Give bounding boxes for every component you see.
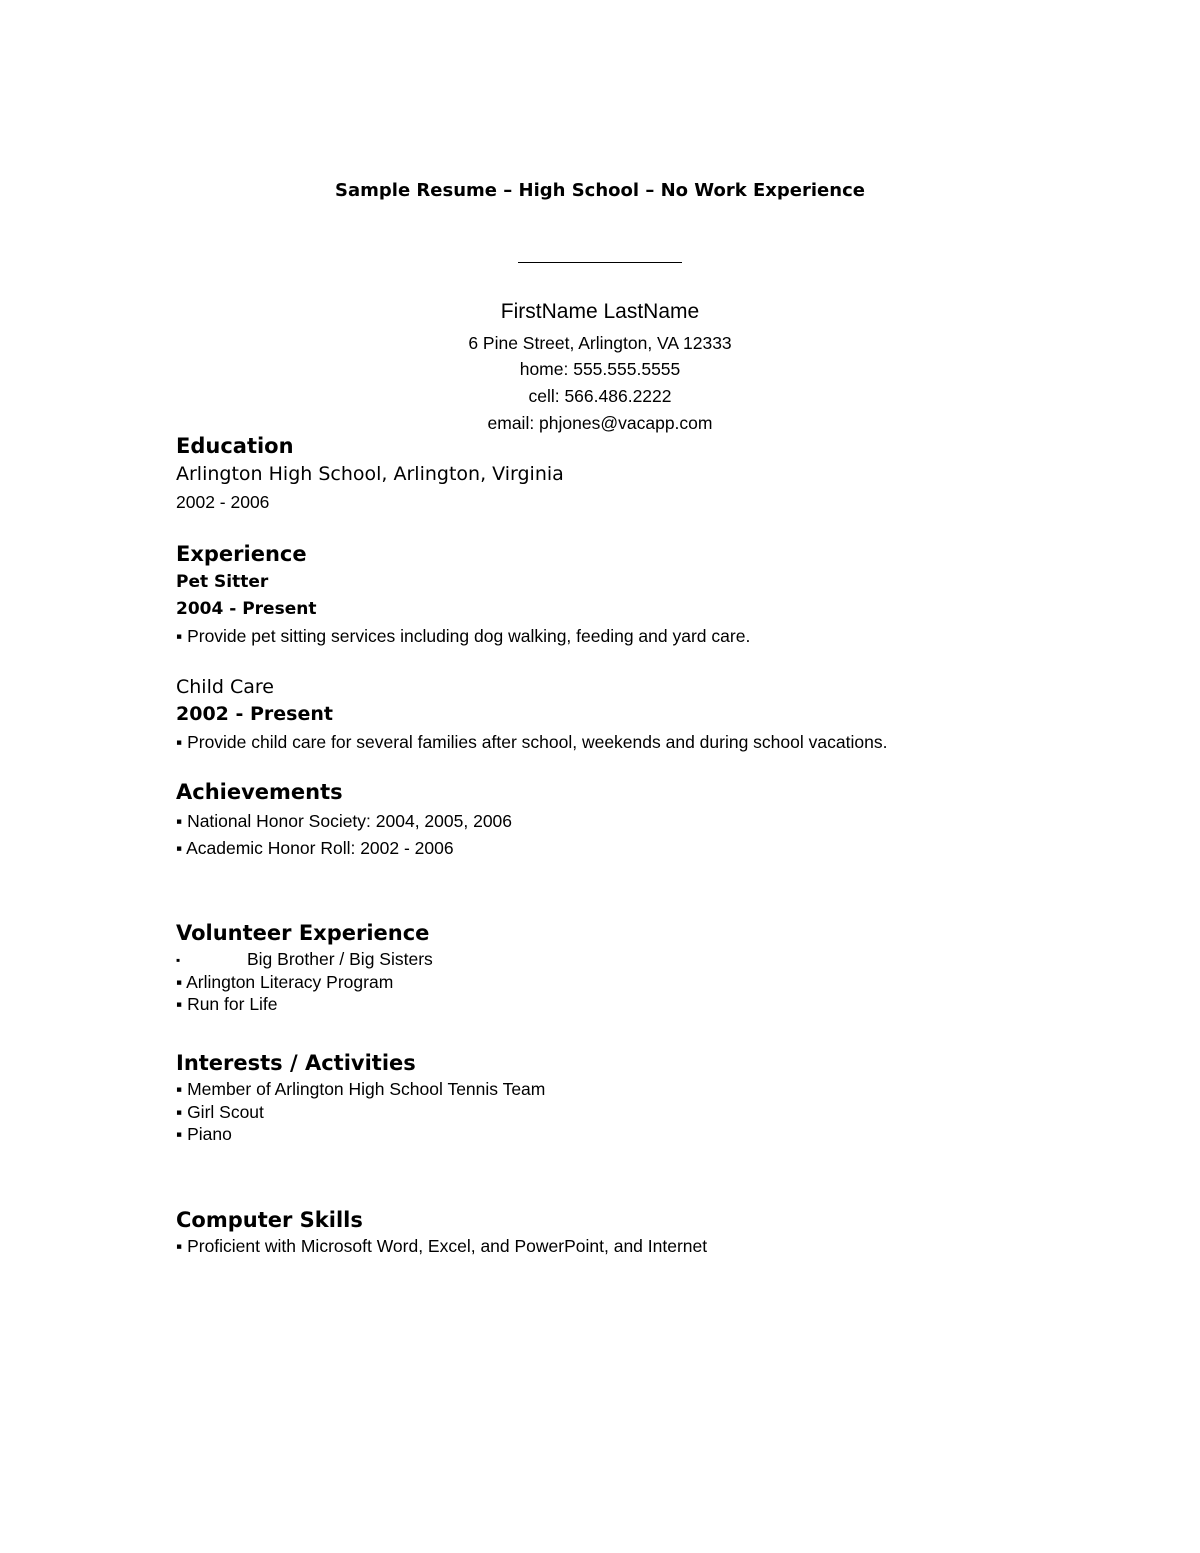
document-title: Sample Resume – High School – No Work Experience [335, 180, 865, 201]
contact-email: email: phjones@vacapp.com [487, 413, 713, 433]
achievements-heading: Achievements [176, 780, 343, 804]
interest-item: ▪ Piano [176, 1124, 232, 1144]
contact-home-phone: home: 555.555.5555 [519, 359, 681, 379]
experience-heading: Experience [176, 542, 307, 566]
volunteer-item: ▪ Run for Life [176, 994, 278, 1014]
interest-item: ▪ Girl Scout [176, 1102, 264, 1122]
achievement-item: ▪ Academic Honor Roll: 2002 - 2006 [176, 838, 454, 858]
contact-address: 6 Pine Street, Arlington, VA 12333 [468, 333, 732, 353]
achievement-item: ▪ National Honor Society: 2004, 2005, 2006 [176, 811, 513, 831]
contact-cell-phone: cell: 566.486.2222 [528, 386, 672, 406]
education-school: Arlington High School, Arlington, Virginia [176, 463, 564, 485]
contact-name: FirstName LastName [500, 300, 700, 323]
computer-skills-heading: Computer Skills [176, 1208, 363, 1232]
volunteer-bullet-mark: ▪ [176, 953, 181, 967]
job-title-child-care: Child Care [176, 676, 274, 698]
job-dates-pet-sitter: 2004 - Present [176, 599, 317, 619]
volunteer-item: Big Brother / Big Sisters [247, 949, 433, 969]
interests-heading: Interests / Activities [176, 1051, 416, 1075]
job-title-pet-sitter: Pet Sitter [176, 572, 269, 592]
job-bullet-pet-sitter: ▪ Provide pet sitting services including dog walking, feeding and yard care. [176, 626, 751, 646]
education-heading: Education [176, 434, 294, 458]
education-years: 2002 - 2006 [176, 492, 270, 512]
computer-skill-item: ▪ Proficient with Microsoft Word, Excel, and PowerPoint, and Internet [176, 1236, 708, 1256]
volunteer-item: ▪ Arlington Literacy Program [176, 972, 394, 992]
signature-rule [518, 262, 682, 263]
job-bullet-child-care: ▪ Provide child care for several families after school, weekends and during school vacations. [176, 732, 888, 752]
job-dates-child-care: 2002 - Present [176, 703, 333, 725]
volunteer-heading: Volunteer Experience [176, 921, 430, 945]
interest-item: ▪ Member of Arlington High School Tennis Team [176, 1079, 546, 1099]
